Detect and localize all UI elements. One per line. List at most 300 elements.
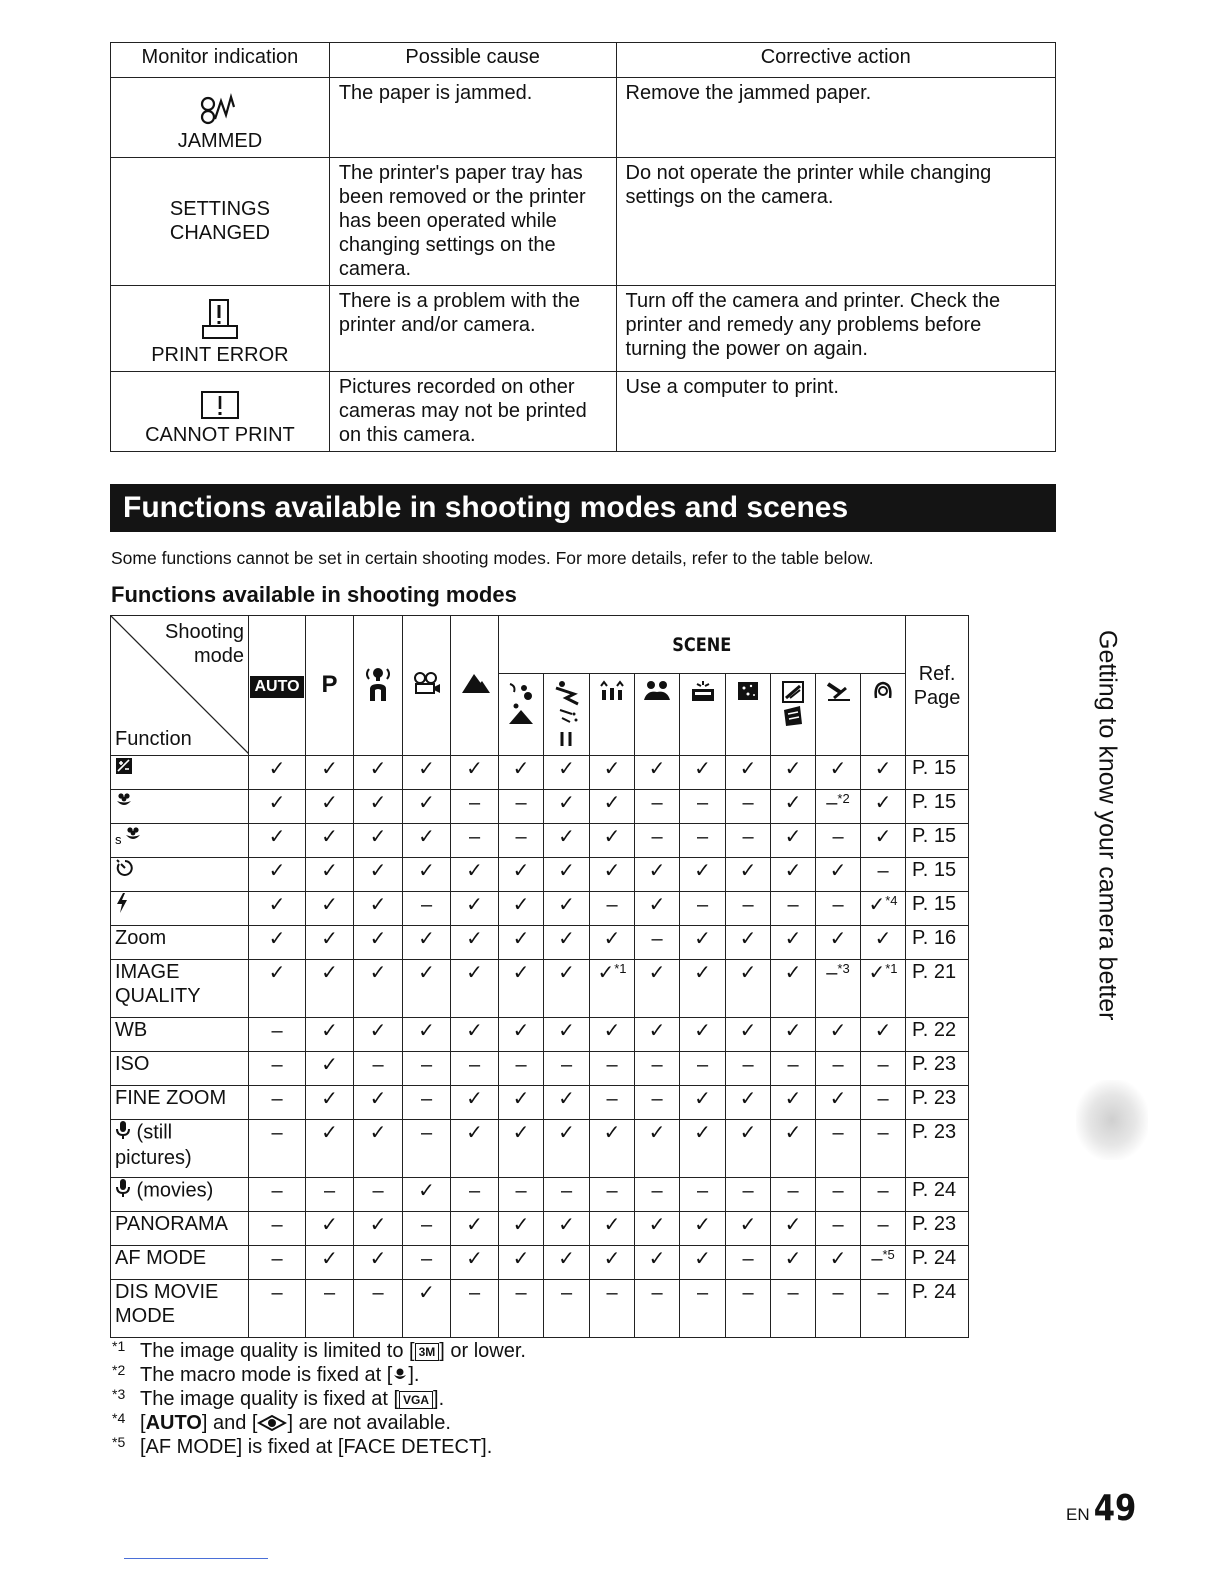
check-mark: ✓ [512, 1020, 530, 1042]
dash-mark: – [696, 826, 709, 848]
availability-cell [816, 960, 861, 1018]
macro-icon [115, 791, 133, 815]
availability-cell [403, 858, 451, 892]
function-name-cell [111, 858, 249, 892]
ref-page-cell: P. 23 [906, 1052, 969, 1086]
availability-cell [544, 1280, 590, 1338]
availability-cell [403, 1086, 451, 1120]
function-name: WB [115, 1019, 148, 1041]
dash-mark: – [606, 894, 618, 916]
availability-cell [680, 1086, 726, 1120]
dash-mark: – [696, 1180, 709, 1202]
availability-cell [590, 1120, 635, 1178]
check-mark: ✓ [648, 1214, 666, 1236]
availability-cell [499, 858, 544, 892]
availability-cell [680, 926, 726, 960]
availability-cell [771, 756, 816, 790]
dash-mark: – [420, 1214, 433, 1236]
check-mark: ✓ [648, 860, 666, 882]
check-mark: ✓ [603, 860, 621, 882]
available-light-scene-icon [736, 680, 760, 702]
check-mark: ✓ [418, 792, 435, 814]
dash-mark: – [420, 1088, 433, 1110]
footnote-text: [ [140, 1412, 146, 1434]
check-mark: ✓ [603, 1020, 621, 1042]
ref-page-cell: P. 16 [906, 926, 969, 960]
check-mark: ✓ [694, 1122, 711, 1144]
availability-cell [499, 1086, 544, 1120]
dash-mark: – [696, 792, 709, 814]
function-name-cell [111, 756, 249, 790]
monitor-indication-cell [111, 372, 330, 452]
availability-cell [635, 790, 680, 824]
check-mark: ✓ [739, 962, 757, 984]
availability-cell [403, 790, 451, 824]
availability-cell [590, 824, 635, 858]
availability-cell [544, 926, 590, 960]
availability-cell [306, 1018, 354, 1052]
dash-mark: – [515, 792, 527, 814]
shooting-guide-icon [361, 663, 395, 703]
availability-cell [726, 926, 771, 960]
footnote-1 [110, 1339, 526, 1363]
dash-mark: – [468, 1180, 481, 1202]
availability-cell [680, 1246, 726, 1280]
availability-cell [771, 824, 816, 858]
page-number-value: 49 [1093, 1488, 1136, 1529]
check-mark: ✓ [694, 1088, 711, 1110]
dash-mark: – [271, 1282, 283, 1304]
footnote-mark: *4 [112, 1410, 126, 1426]
cause-cell: The printer's paper tray has been removed or the printer has been operated while changing settings on the camera. [329, 158, 616, 286]
side-chapter-tab [1092, 630, 1122, 1070]
availability-cell [499, 1052, 544, 1086]
error-row-cannot-print [111, 372, 1056, 452]
availability-cell [249, 1280, 306, 1338]
check-mark: ✓ [648, 894, 666, 916]
check-mark: ✓ [512, 1122, 530, 1144]
dash-mark: – [468, 826, 481, 848]
availability-cell [726, 1086, 771, 1120]
availability-cell [635, 1178, 680, 1212]
availability-cell [249, 960, 306, 1018]
dash-mark: – [271, 1020, 283, 1042]
footnote-text: ] are not available. [287, 1412, 451, 1434]
check-mark: ✓ [558, 826, 575, 848]
availability-cell [306, 756, 354, 790]
availability-cell [403, 1212, 451, 1246]
availability-cell [544, 1018, 590, 1052]
printer-error-icon [200, 297, 240, 341]
availability-cell [354, 1018, 403, 1052]
candle-scene-icon [643, 680, 671, 702]
check-mark: ✓ [466, 860, 483, 882]
check-mark: ✓ [418, 1180, 435, 1202]
availability-cell [544, 1212, 590, 1246]
function-name-cell [111, 1212, 249, 1246]
ref-page-cell: P. 23 [906, 1086, 969, 1120]
availability-cell [861, 790, 906, 824]
availability-cell [816, 1212, 861, 1246]
footnote-mark: *1 [112, 1338, 126, 1354]
function-name-cell [111, 1246, 249, 1280]
check-mark: ✓ [868, 894, 886, 916]
dash-mark: – [832, 1180, 844, 1202]
availability-cell [499, 960, 544, 1018]
availability-cell [680, 1280, 726, 1338]
footnote-4 [110, 1411, 526, 1435]
check-mark: ✓ [321, 826, 338, 848]
availability-cell [403, 1280, 451, 1338]
footnote-text: ]. [433, 1388, 445, 1410]
availability-cell [354, 926, 403, 960]
dash-mark: – [515, 1054, 527, 1076]
availability-cell [544, 790, 590, 824]
dash-mark: – [832, 1054, 844, 1076]
check-mark: ✓ [268, 860, 286, 882]
chapter-title: Getting to know your camera better [1093, 630, 1122, 1021]
col-movie [403, 616, 451, 756]
microphone-icon [115, 1120, 131, 1146]
dash-mark: – [877, 1214, 889, 1236]
availability-cell [451, 756, 499, 790]
page-language: EN [1066, 1505, 1090, 1524]
availability-cell [590, 1178, 635, 1212]
availability-cell [354, 960, 403, 1018]
dash-mark: – [271, 1214, 283, 1236]
function-name: IMAGE QUALITY [115, 961, 201, 1007]
check-mark: ✓ [784, 1122, 802, 1144]
function-name-cell [111, 1178, 249, 1212]
ref-page-cell: P. 15 [906, 790, 969, 824]
check-mark: ✓ [784, 1248, 802, 1270]
footnote-3 [110, 1387, 526, 1411]
availability-cell [451, 824, 499, 858]
col-scene-group [499, 616, 906, 674]
check-mark: ✓ [558, 1214, 575, 1236]
check-mark: ✓ [784, 1214, 802, 1236]
availability-cell [635, 892, 680, 926]
check-mark: ✓ [829, 860, 847, 882]
availability-cell [635, 1086, 680, 1120]
check-mark: ✓ [466, 1088, 483, 1110]
availability-cell [451, 1178, 499, 1212]
check-mark: ✓ [784, 1020, 802, 1042]
check-mark: ✓ [739, 928, 757, 950]
check-mark: ✓ [369, 860, 387, 882]
availability-cell [861, 756, 906, 790]
availability-cell [354, 892, 403, 926]
availability-cell [306, 858, 354, 892]
function-name-cell [111, 1280, 249, 1338]
super-macro-icon [115, 824, 141, 852]
check-mark: ✓ [321, 758, 338, 780]
check-mark: ✓ [829, 1020, 847, 1042]
header-corrective-action: Corrective action [616, 43, 1055, 78]
header-possible-cause: Possible cause [329, 43, 616, 78]
availability-cell [590, 858, 635, 892]
check-mark: ✓ [512, 1214, 530, 1236]
ref-page-cell: P. 21 [906, 960, 969, 1018]
ref-page-cell: P. 24 [906, 1280, 969, 1338]
footnote-text: The image quality is limited to [ [140, 1340, 415, 1362]
ref-page-cell: P. 24 [906, 1246, 969, 1280]
auto-mode-icon: AUTO [250, 676, 303, 698]
check-mark: ✓ [784, 1088, 802, 1110]
check-mark: ✓ [268, 962, 286, 984]
availability-cell [861, 824, 906, 858]
footnote-text: ]. [408, 1364, 420, 1386]
dash-mark: – [271, 1180, 283, 1202]
svg-text:s: s [115, 832, 122, 846]
availability-cell [680, 824, 726, 858]
function-name: Zoom [115, 927, 167, 949]
indication-label: CANNOT PRINT [145, 424, 295, 446]
availability-cell [544, 756, 590, 790]
availability-cell [249, 824, 306, 858]
col-landscape [451, 616, 499, 756]
bottom-rule [124, 1558, 268, 1559]
check-mark: ✓ [321, 1088, 338, 1110]
check-mark: ✓ [268, 928, 286, 950]
check-mark: ✓ [874, 826, 892, 848]
availability-cell [499, 1120, 544, 1178]
check-mark: ✓ [603, 928, 621, 950]
availability-cell [635, 1018, 680, 1052]
check-mark: ✓ [558, 758, 575, 780]
dash-mark: – [742, 826, 754, 848]
dash-mark: – [271, 1122, 283, 1144]
availability-cell [306, 790, 354, 824]
check-mark: ✓ [512, 1248, 530, 1270]
dash-mark: – [420, 1122, 433, 1144]
availability-cell [249, 1052, 306, 1086]
col-ref-page [906, 616, 969, 756]
indication-label: JAMMED [177, 130, 263, 152]
check-mark: ✓ [829, 928, 847, 950]
table-row [111, 1246, 969, 1280]
auction-scene-icon [824, 680, 852, 702]
dash-mark: – [606, 1088, 618, 1110]
function-name: DIS MOVIE MODE [115, 1281, 219, 1327]
dash-mark: – [515, 1180, 527, 1202]
check-mark: ✓ [739, 860, 757, 882]
availability-cell [771, 1212, 816, 1246]
check-mark: ✓ [466, 1020, 483, 1042]
availability-cell [249, 1086, 306, 1120]
function-name-cell [111, 960, 249, 1018]
check-mark: ✓ [784, 758, 802, 780]
function-name-cell [111, 926, 249, 960]
dash-mark: – [651, 1054, 663, 1076]
availability-cell [816, 1120, 861, 1178]
check-mark: ✓ [648, 758, 666, 780]
availability-cell [861, 1280, 906, 1338]
dash-mark: – [606, 1054, 618, 1076]
function-name: FINE ZOOM [115, 1087, 227, 1109]
dash-mark: – [877, 860, 889, 882]
footnote-ref: *3 [837, 961, 850, 976]
availability-cell [861, 858, 906, 892]
footnote-ref: *5 [882, 1247, 895, 1262]
availability-cell [816, 1178, 861, 1212]
section-intro: Some functions cannot be set in certain shooting modes. For more details, refer to the table below. [111, 548, 874, 568]
check-mark: ✓ [466, 962, 483, 984]
table-row [111, 858, 969, 892]
check-mark: ✓ [829, 758, 847, 780]
dash-mark: – [323, 1180, 336, 1202]
availability-cell [861, 1212, 906, 1246]
scene-beauty [861, 674, 906, 756]
availability-cell [403, 1120, 451, 1178]
availability-cell [771, 858, 816, 892]
availability-cell [680, 960, 726, 1018]
table-row [111, 1086, 969, 1120]
availability-cell [306, 960, 354, 1018]
dash-mark: – [696, 1054, 709, 1076]
check-mark: ✓ [829, 1248, 847, 1270]
indication-label: SETTINGS CHANGED [169, 198, 270, 244]
table-row [111, 824, 969, 858]
dash-mark: – [420, 1054, 433, 1076]
check-mark: ✓ [321, 928, 338, 950]
check-mark: ✓ [558, 894, 575, 916]
dash-mark: – [468, 1282, 481, 1304]
dash-mark: – [651, 928, 663, 950]
availability-cell [590, 960, 635, 1018]
availability-cell [726, 756, 771, 790]
footnote-bold: AUTO [145, 1412, 202, 1434]
availability-cell [861, 960, 906, 1018]
availability-cell [771, 1280, 816, 1338]
dash-mark: – [271, 1088, 283, 1110]
corner-header [111, 616, 249, 756]
footnote-text: The macro mode is fixed at [ [140, 1364, 393, 1386]
check-mark: ✓ [558, 860, 575, 882]
dash-mark: – [372, 1282, 384, 1304]
self-timer-icon [115, 858, 135, 884]
monitor-indication-cell [111, 286, 330, 372]
check-mark: ✓ [558, 928, 575, 950]
availability-cell [680, 1120, 726, 1178]
dash-mark: – [787, 1180, 799, 1202]
footnote-text: ] or lower. [439, 1340, 526, 1362]
check-mark: ✓ [369, 1088, 387, 1110]
monitor-indication-cell [111, 78, 330, 158]
check-mark: ✓ [418, 860, 435, 882]
col-p [306, 616, 354, 756]
availability-cell [680, 858, 726, 892]
availability-cell [771, 790, 816, 824]
availability-cell [451, 960, 499, 1018]
check-mark: ✓ [694, 1020, 711, 1042]
dash-mark: – [742, 1248, 754, 1270]
availability-cell [306, 1280, 354, 1338]
availability-cell [306, 1052, 354, 1086]
dash-mark: – [606, 1282, 618, 1304]
availability-cell [771, 1018, 816, 1052]
availability-cell [590, 926, 635, 960]
availability-cell [635, 1052, 680, 1086]
availability-cell [771, 926, 816, 960]
check-mark: ✓ [466, 1248, 483, 1270]
availability-cell [354, 1052, 403, 1086]
availability-cell [403, 892, 451, 926]
check-mark: ✓ [603, 1248, 621, 1270]
check-mark: ✓ [874, 792, 892, 814]
function-name-cell [111, 824, 249, 858]
check-mark: ✓ [603, 792, 621, 814]
monitor-indication-cell [111, 158, 330, 286]
dash-mark: – [832, 894, 844, 916]
check-mark: ✓ [603, 826, 621, 848]
footnote-ref: *1 [885, 961, 898, 976]
availability-cell [726, 1120, 771, 1178]
availability-cell [771, 1178, 816, 1212]
footnote-mark: *5 [112, 1434, 126, 1450]
ref-page-cell: P. 23 [906, 1120, 969, 1178]
footnote-ref: *4 [885, 893, 898, 908]
function-name: (movies) [131, 1179, 214, 1202]
availability-cell [590, 1052, 635, 1086]
availability-cell [451, 1280, 499, 1338]
footnote-ref: *2 [837, 791, 850, 806]
error-table-header [111, 43, 1056, 78]
availability-cell [544, 1246, 590, 1280]
footnote-mark: *3 [112, 1386, 126, 1402]
availability-cell [451, 1120, 499, 1178]
check-mark: ✓ [558, 1248, 575, 1270]
availability-cell [499, 1178, 544, 1212]
availability-cell [451, 1052, 499, 1086]
check-mark: ✓ [512, 962, 530, 984]
dash-mark: – [515, 1282, 527, 1304]
scene-candle [635, 674, 680, 756]
check-mark: ✓ [418, 1020, 435, 1042]
dash-mark: – [877, 1088, 889, 1110]
availability-cell [451, 1086, 499, 1120]
availability-cell [861, 1178, 906, 1212]
exposure-compensation-icon [115, 757, 133, 781]
scene-self-portrait [680, 674, 726, 756]
beauty-scene-icon [872, 680, 894, 702]
availability-cell [306, 892, 354, 926]
footnote-ref: *1 [614, 961, 627, 976]
table-row [111, 960, 969, 1018]
table-row [111, 756, 969, 790]
dash-mark: – [696, 1282, 709, 1304]
check-mark: ✓ [369, 1122, 387, 1144]
availability-cell [544, 892, 590, 926]
availability-cell [680, 1212, 726, 1246]
availability-cell [354, 1086, 403, 1120]
table-row [111, 1212, 969, 1246]
ref-page-cell: P. 15 [906, 824, 969, 858]
availability-cell [499, 1280, 544, 1338]
availability-cell [249, 790, 306, 824]
function-name-cell [111, 1120, 249, 1178]
availability-cell [590, 1280, 635, 1338]
check-mark: ✓ [512, 894, 530, 916]
dash-mark: – [877, 1180, 889, 1202]
check-mark: ✓ [369, 962, 387, 984]
check-mark: ✓ [321, 1020, 338, 1042]
functions-table [110, 615, 969, 1338]
check-mark: ✓ [648, 1248, 666, 1270]
availability-cell [544, 960, 590, 1018]
footnote-text: The image quality is fixed at [ [140, 1388, 400, 1410]
function-name-cell [111, 790, 249, 824]
